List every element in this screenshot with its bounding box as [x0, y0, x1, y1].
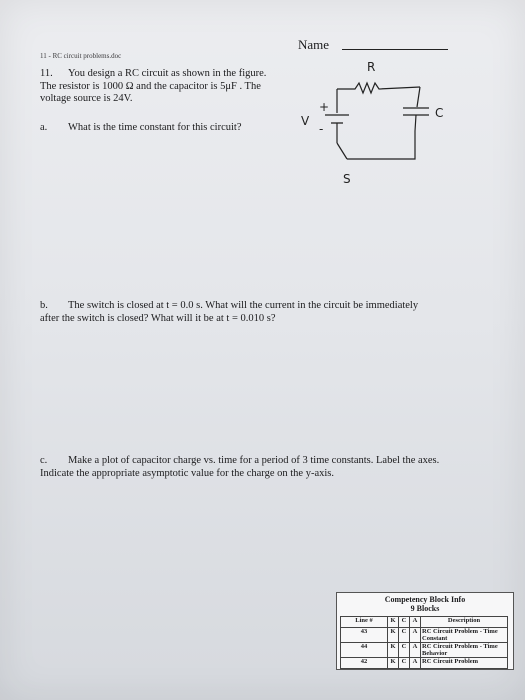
- row-k: K: [388, 643, 399, 658]
- row-c: C: [399, 658, 410, 669]
- row-c: C: [399, 643, 410, 658]
- part-b-question: The switch is closed at t = 0.0 s. What will the current in the circuit be immediately after the switch is closed? What will it be at t = 0.010 s?: [40, 300, 419, 324]
- row-c: C: [399, 628, 410, 643]
- part-c: [40, 455, 450, 480]
- battery-plus-sign: +: [319, 100, 330, 114]
- voltage-source-label: V: [301, 114, 310, 128]
- row-description: RC Circuit Problem: [421, 658, 508, 669]
- switch-label: S: [343, 172, 351, 186]
- battery-minus-sign: -: [319, 122, 324, 136]
- header-a: A: [410, 617, 421, 628]
- resistor-zigzag: [337, 83, 420, 93]
- table-row: [341, 658, 508, 669]
- problem-11-intro: [40, 68, 280, 106]
- row-a: A: [410, 628, 421, 643]
- header-line: Line #: [341, 617, 388, 628]
- row-line: 44: [341, 643, 388, 658]
- right-bottom-wire: [415, 115, 416, 131]
- part-b-label: b.: [40, 300, 48, 311]
- document-filename: 11 - RC circuit problems.doc: [40, 52, 122, 60]
- row-a: A: [410, 643, 421, 658]
- header-description: Description: [421, 617, 508, 628]
- name-label: Name: [298, 37, 330, 52]
- part-c-label: c.: [40, 455, 48, 466]
- row-k: K: [388, 658, 399, 669]
- competency-table: [340, 616, 508, 669]
- row-description: RC Circuit Problem - Time Behavior: [421, 643, 508, 658]
- header-c: C: [399, 617, 410, 628]
- problem-intro-text: You design a RC circuit as shown in the figure. The resistor is 1000 Ω and the capacitor is 5μF . The voltage source is 24V.: [40, 68, 267, 104]
- name-blank-line: [342, 49, 448, 50]
- row-description: RC Circuit Problem - Time Constant: [421, 628, 508, 643]
- part-a: [40, 122, 290, 135]
- part-b: [40, 300, 430, 325]
- part-a-label: a.: [40, 122, 48, 133]
- row-k: K: [388, 628, 399, 643]
- competency-subtitle: 9 Blocks: [410, 604, 440, 613]
- row-line: 42: [341, 658, 388, 669]
- row-a: A: [410, 658, 421, 669]
- switch-arm: [337, 143, 347, 159]
- right-top-wire: [417, 87, 420, 107]
- competency-header-row: [341, 617, 508, 628]
- competency-block-box: [336, 592, 514, 670]
- part-a-question: What is the time constant for this circuit?: [68, 122, 242, 133]
- rc-circuit-diagram: [295, 55, 455, 195]
- header-k: K: [388, 617, 399, 628]
- table-row: [341, 628, 508, 643]
- part-c-question: Make a plot of capacitor charge vs. time for a period of 3 time constants. Label the axes. Indicate the appropriate asymptotic value for the charge on the y-axis.: [40, 455, 440, 479]
- problem-number: 11.: [40, 68, 53, 79]
- competency-title: Competency Block Info: [384, 595, 466, 604]
- table-row: [341, 643, 508, 658]
- bottom-wire: [347, 131, 415, 159]
- row-line: 43: [341, 628, 388, 643]
- capacitor-label: C: [435, 106, 444, 120]
- resistor-label: R: [367, 60, 376, 74]
